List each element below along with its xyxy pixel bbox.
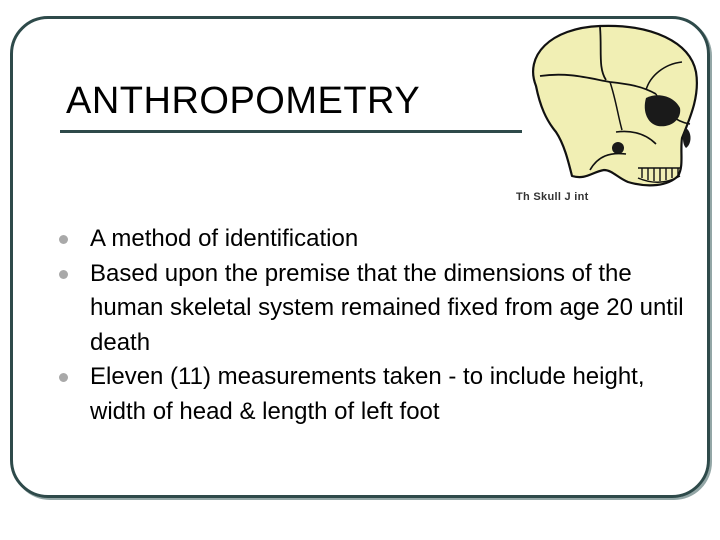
bullet-dot-icon [59, 235, 68, 244]
bullet-dot-icon [59, 373, 68, 382]
bullet-item [56, 360, 696, 429]
bullet-dot-icon [59, 270, 68, 279]
bullet-list [56, 222, 696, 429]
bullet-text: Based upon the premise that the dimensions of the human skeletal system remained fixed from age 20 until death [90, 259, 684, 356]
bullet-text: Eleven (11) measurements taken - to include height, width of head & length of left foot [90, 363, 645, 425]
bullet-item [56, 257, 696, 361]
slide-title: ANTHROPOMETRY [66, 80, 421, 122]
skull-joints-icon [506, 20, 702, 192]
image-caption: Th Skull J int [516, 191, 589, 203]
bullet-item [56, 222, 696, 257]
title-underline [60, 130, 522, 133]
bullet-text: A method of identification [90, 225, 359, 252]
